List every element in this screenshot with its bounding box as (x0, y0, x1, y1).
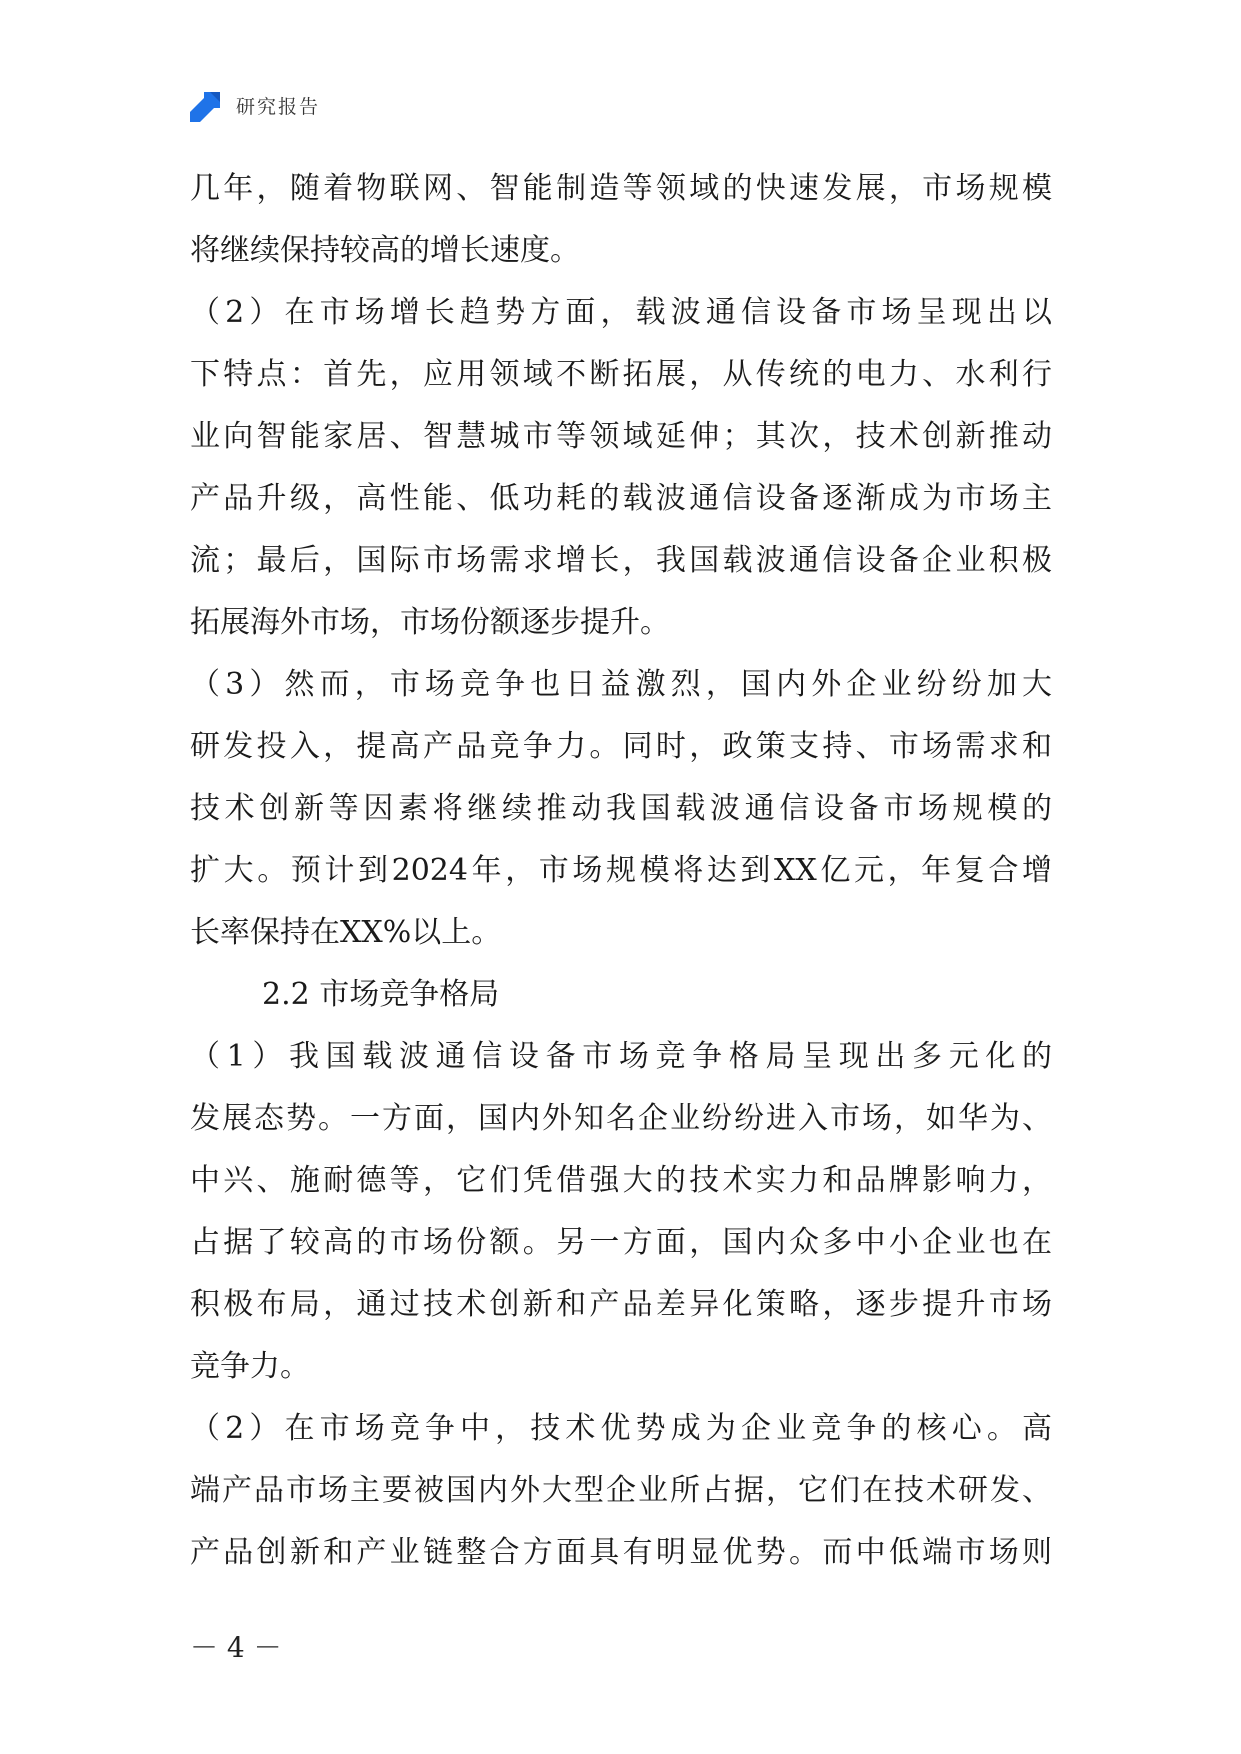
body-text-line: 长率保持在XX%以上。 (190, 915, 502, 950)
body-text-line: 发展态势。一方面，国内外知名企业纷纷进入市场，如华为、 (190, 1101, 1052, 1136)
body-text-line: 研发投入，提高产品竞争力。同时，政策支持、市场需求和 (190, 729, 1052, 764)
body-text-line: 将继续保持较高的增长速度。 (190, 233, 580, 268)
document-body (190, 158, 1052, 1584)
body-text-line: 技术创新等因素将继续推动我国载波通信设备市场规模的 (190, 791, 1052, 826)
body-text-line: 占据了较高的市场份额。另一方面，国内众多中小企业也在 (190, 1225, 1052, 1260)
body-text-line: （2）在市场竞争中，技术优势成为企业竞争的核心。高 (190, 1411, 1052, 1446)
body-text-line: 竞争力。 (190, 1349, 310, 1384)
body-text-line: 流；最后，国际市场需求增长，我国载波通信设备企业积极 (190, 543, 1052, 578)
body-text-line: （3）然而，市场竞争也日益激烈，国内外企业纷纷加大 (190, 667, 1052, 702)
arrow-logo-icon (190, 88, 224, 122)
body-text-line: 几年，随着物联网、智能制造等领域的快速发展，市场规模 (190, 171, 1052, 206)
section-heading: 2.2 市场竞争格局 (262, 977, 500, 1012)
body-text-line: 积极布局，通过技术创新和产品差异化策略，逐步提升市场 (190, 1287, 1052, 1322)
body-text-line: 扩大。预计到2024年，市场规模将达到XX亿元，年复合增 (190, 853, 1052, 888)
body-text-line: 端产品市场主要被国内外大型企业所占据，它们在技术研发、 (190, 1473, 1052, 1508)
body-text-line: 业向智能家居、智慧城市等领域延伸；其次，技术创新推动 (190, 419, 1052, 454)
header-title: 研究报告 (236, 95, 321, 118)
page-number: － 4 － (190, 1631, 282, 1664)
body-text-line: 中兴、施耐德等，它们凭借强大的技术实力和品牌影响力， (190, 1163, 1052, 1198)
body-text-line: 拓展海外市场，市场份额逐步提升。 (190, 605, 670, 640)
body-text-line: 产品升级，高性能、低功耗的载波通信设备逐渐成为市场主 (190, 481, 1052, 516)
body-text-line: （2）在市场增长趋势方面，载波通信设备市场呈现出以 (190, 295, 1052, 330)
body-text-line: 下特点：首先，应用领域不断拓展，从传统的电力、水利行 (190, 357, 1052, 392)
body-text-line: 产品创新和产业链整合方面具有明显优势。而中低端市场则 (190, 1535, 1052, 1570)
body-text-line: （1）我国载波通信设备市场竞争格局呈现出多元化的 (190, 1039, 1052, 1074)
report-header (190, 88, 320, 122)
